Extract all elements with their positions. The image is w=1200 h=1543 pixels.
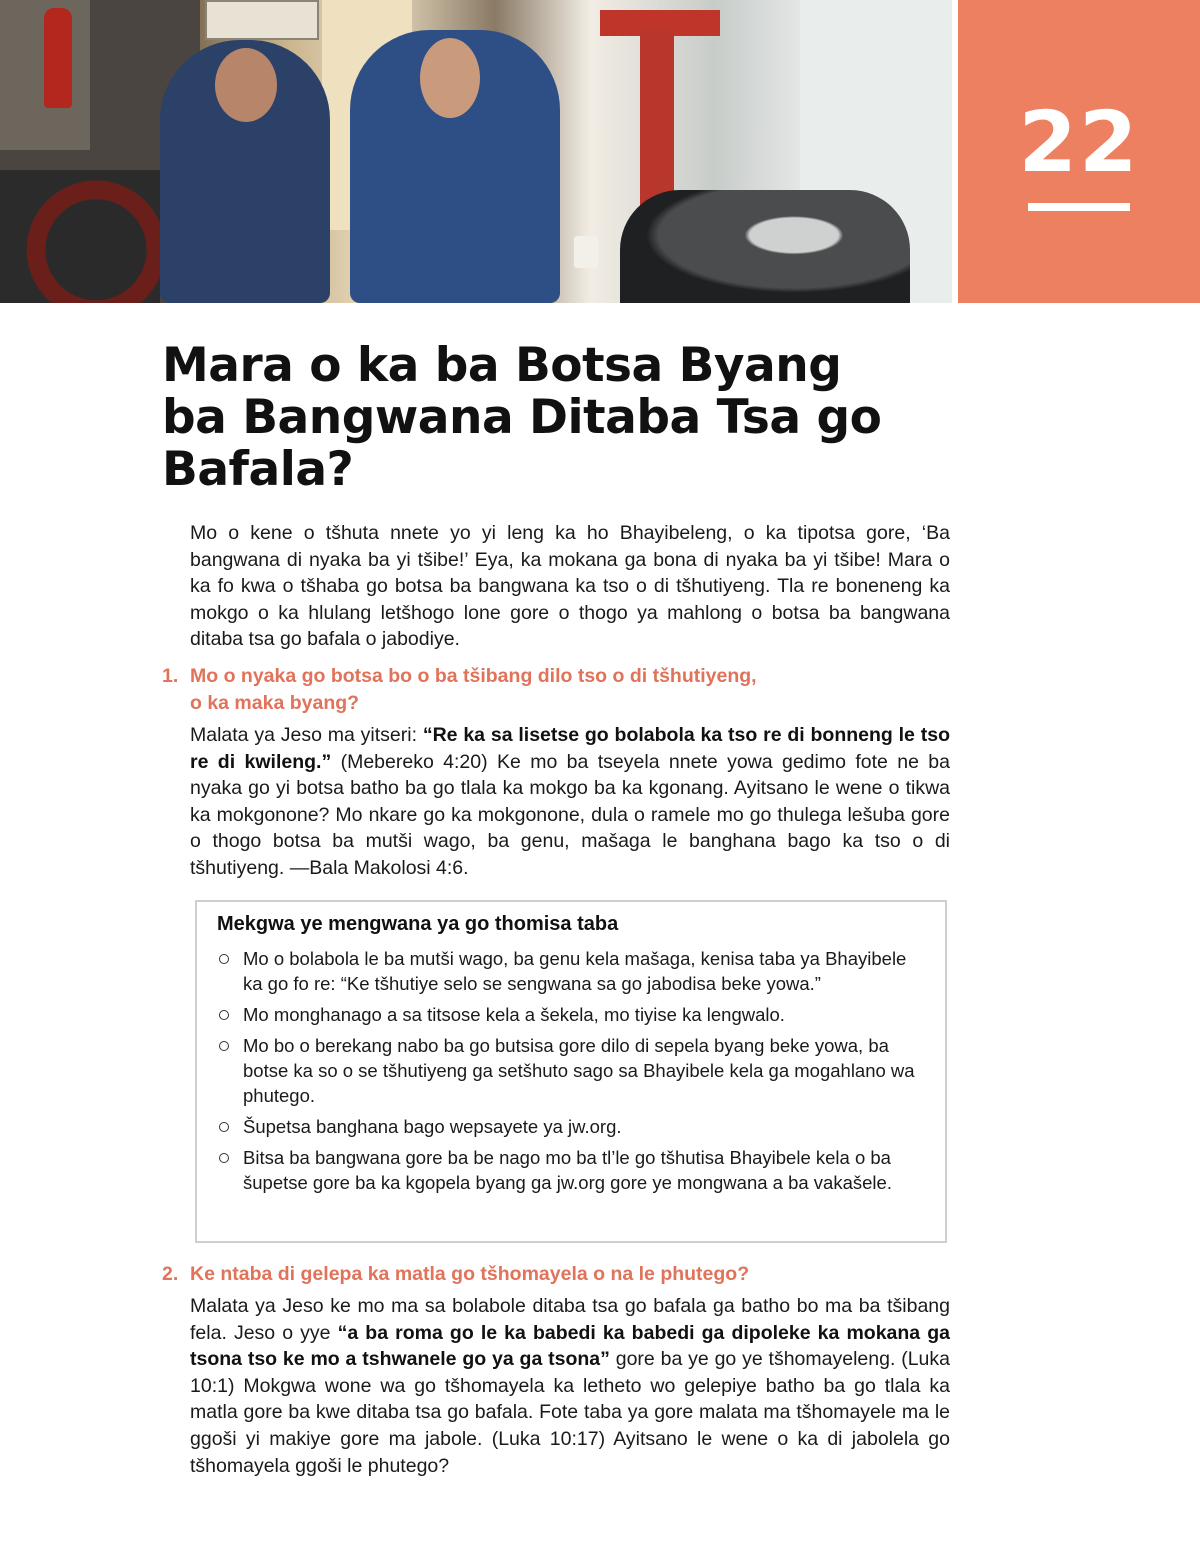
section-2-question [162,1261,952,1288]
list-item [217,1002,917,1027]
lesson-number: 22 [1018,93,1140,191]
list-item-text: Šupetsa banghana bago wepsayete ya jw.org. [243,1116,622,1137]
section-1-question-line2: o ka maka byang? [190,691,360,714]
suggestions-box-title: Mekgwa ye mengwana ya go thomisa taba [217,913,619,935]
section-2-question-text: Ke ntaba di gelepa ka matla go tšhomayela o na le phutego? [190,1263,750,1285]
list-item-text: Bitsa ba bangwana gore ba be nago mo ba tl’le go tšhutisa Bhayibele kela o ba šupetse gore ba ka kgopela byang ga jw.org gore ye mongwana a ba vakašele. [243,1147,892,1193]
bullet-icon [219,1153,229,1163]
list-item-text: Mo monghanago a sa titsose kela a šekela, mo tiyise ka lengwalo. [243,1004,785,1025]
section-1-text-before: Malata ya Jeso ma yitseri: [190,724,423,746]
section-2-paragraph [190,1293,950,1479]
section-2-text-after: gore ba ye go ye tšhomayeleng. (Luka 10:1) Mokgwa wone wa go tšhomayela ka letheto wo gelepiye batho ba go tlala ka matla gore ba kwe ditaba tsa go bafala. Fote taba ya gore malata ma tšhomayele ma le ggoši yi makiye gore ma jabole. (Luka 10:17) Ayitsano le wene o ka di jabolela go tšhomayela ggoši le phutego? [190,1348,950,1477]
coffee-cup [574,236,598,268]
bullet-icon [219,1041,229,1051]
section-1-text-after: (Mebereko 4:20) Ke mo ba tseyela nnete yowa gedimo fote ne ba nyaka go yi botsa batho ba go tlala ka mokgo ba ka kgonang. Ayitsano le wene o tikwa ka mokgonone? Mo nkare go ka mokgonone, dula o ramele mo go thulega lešuba gore o thogo botsa ba mutši wago, ba genu, mašaga le banghana bago ka tso o di tšhutiyeng. —Bala Makolosi 4:6. [190,750,950,879]
suggestions-list [217,946,917,1201]
list-item [217,1033,917,1108]
wall-sign [205,0,319,40]
younger-man-head [420,38,480,118]
list-item [217,1145,917,1195]
bullet-icon [219,954,229,964]
list-item-text: Mo bo o berekang nabo ba go butsisa gore dilo di sepela byang beke yowa, ba botse ka so o se tšhutiyeng ga setšhuto sago sa Bhayibele kela ga mogahlano wa phutego. [243,1035,915,1106]
lesson-number-underline [1028,203,1130,211]
bullet-icon [219,1122,229,1132]
section-1-question [162,663,952,716]
list-item-text: Mo o bolabola le ba mutši wago, ba genu kela mašaga, kenisa taba ya Bhayibele ka go fo re: “Ke tšhutiye selo se sengwana sa go jabodisa beke yowa.” [243,948,907,994]
older-man-head [215,48,277,122]
list-item [217,1114,917,1139]
older-man [160,40,330,303]
intro-paragraph: Mo o kene o tšhuta nnete yo yi leng ka ho Bhayibeleng, o ka tipotsa gore, ‘Ba bangwana di nyaka ba yi tšibe!’ Eya, ka mokana ga bona di nyaka ba yi tšibe! Mara o ka fo kwa o tšhaba go botsa ba bangwana ka tso o di tšhutiyeng. Tla re boneneng ka mokgo o ka hlulang letšhogo lone gore o thogo ya mahlong o botsa ba bangwana ditaba tsa go bafala o jabodiye. [190,522,950,651]
section-1-number: 1. [162,665,179,687]
suggestions-box [195,900,947,1243]
header-photo [0,0,952,303]
page-title: Mara o ka ba Botsa Byang ba Bangwana Ditaba Tsa go Bafala? [162,338,882,497]
list-item [217,946,917,996]
section-2-quote: “a ba roma go le ka babedi ka babedi ga dipoleke ka mokana ga tsona tso ke mo a tshwanele go ya ga tsona” [190,1321,950,1371]
section-1-paragraph [190,722,950,882]
bullet-icon [219,1010,229,1020]
younger-man [350,30,560,303]
fire-extinguisher [44,8,72,108]
motorcycle-left [0,170,160,303]
section-1-quote: “Re ka sa lisetse go bolabola ka tso re di bonneng le tso re di kwileng.” [190,724,950,773]
motorcycle-right [620,190,910,303]
section-2-text-before: Malata ya Jeso ke mo ma sa bolabole ditaba tsa go bafala ga batho bo ma ba tšibang fela. Jeso o yye [190,1295,950,1344]
section-2-number: 2. [162,1263,179,1285]
section-1-question-line1: Mo o nyaka go botsa bo o ba tšibang dilo tso o di tšhutiyeng, [190,665,757,687]
lesson-number-tab [958,0,1200,303]
